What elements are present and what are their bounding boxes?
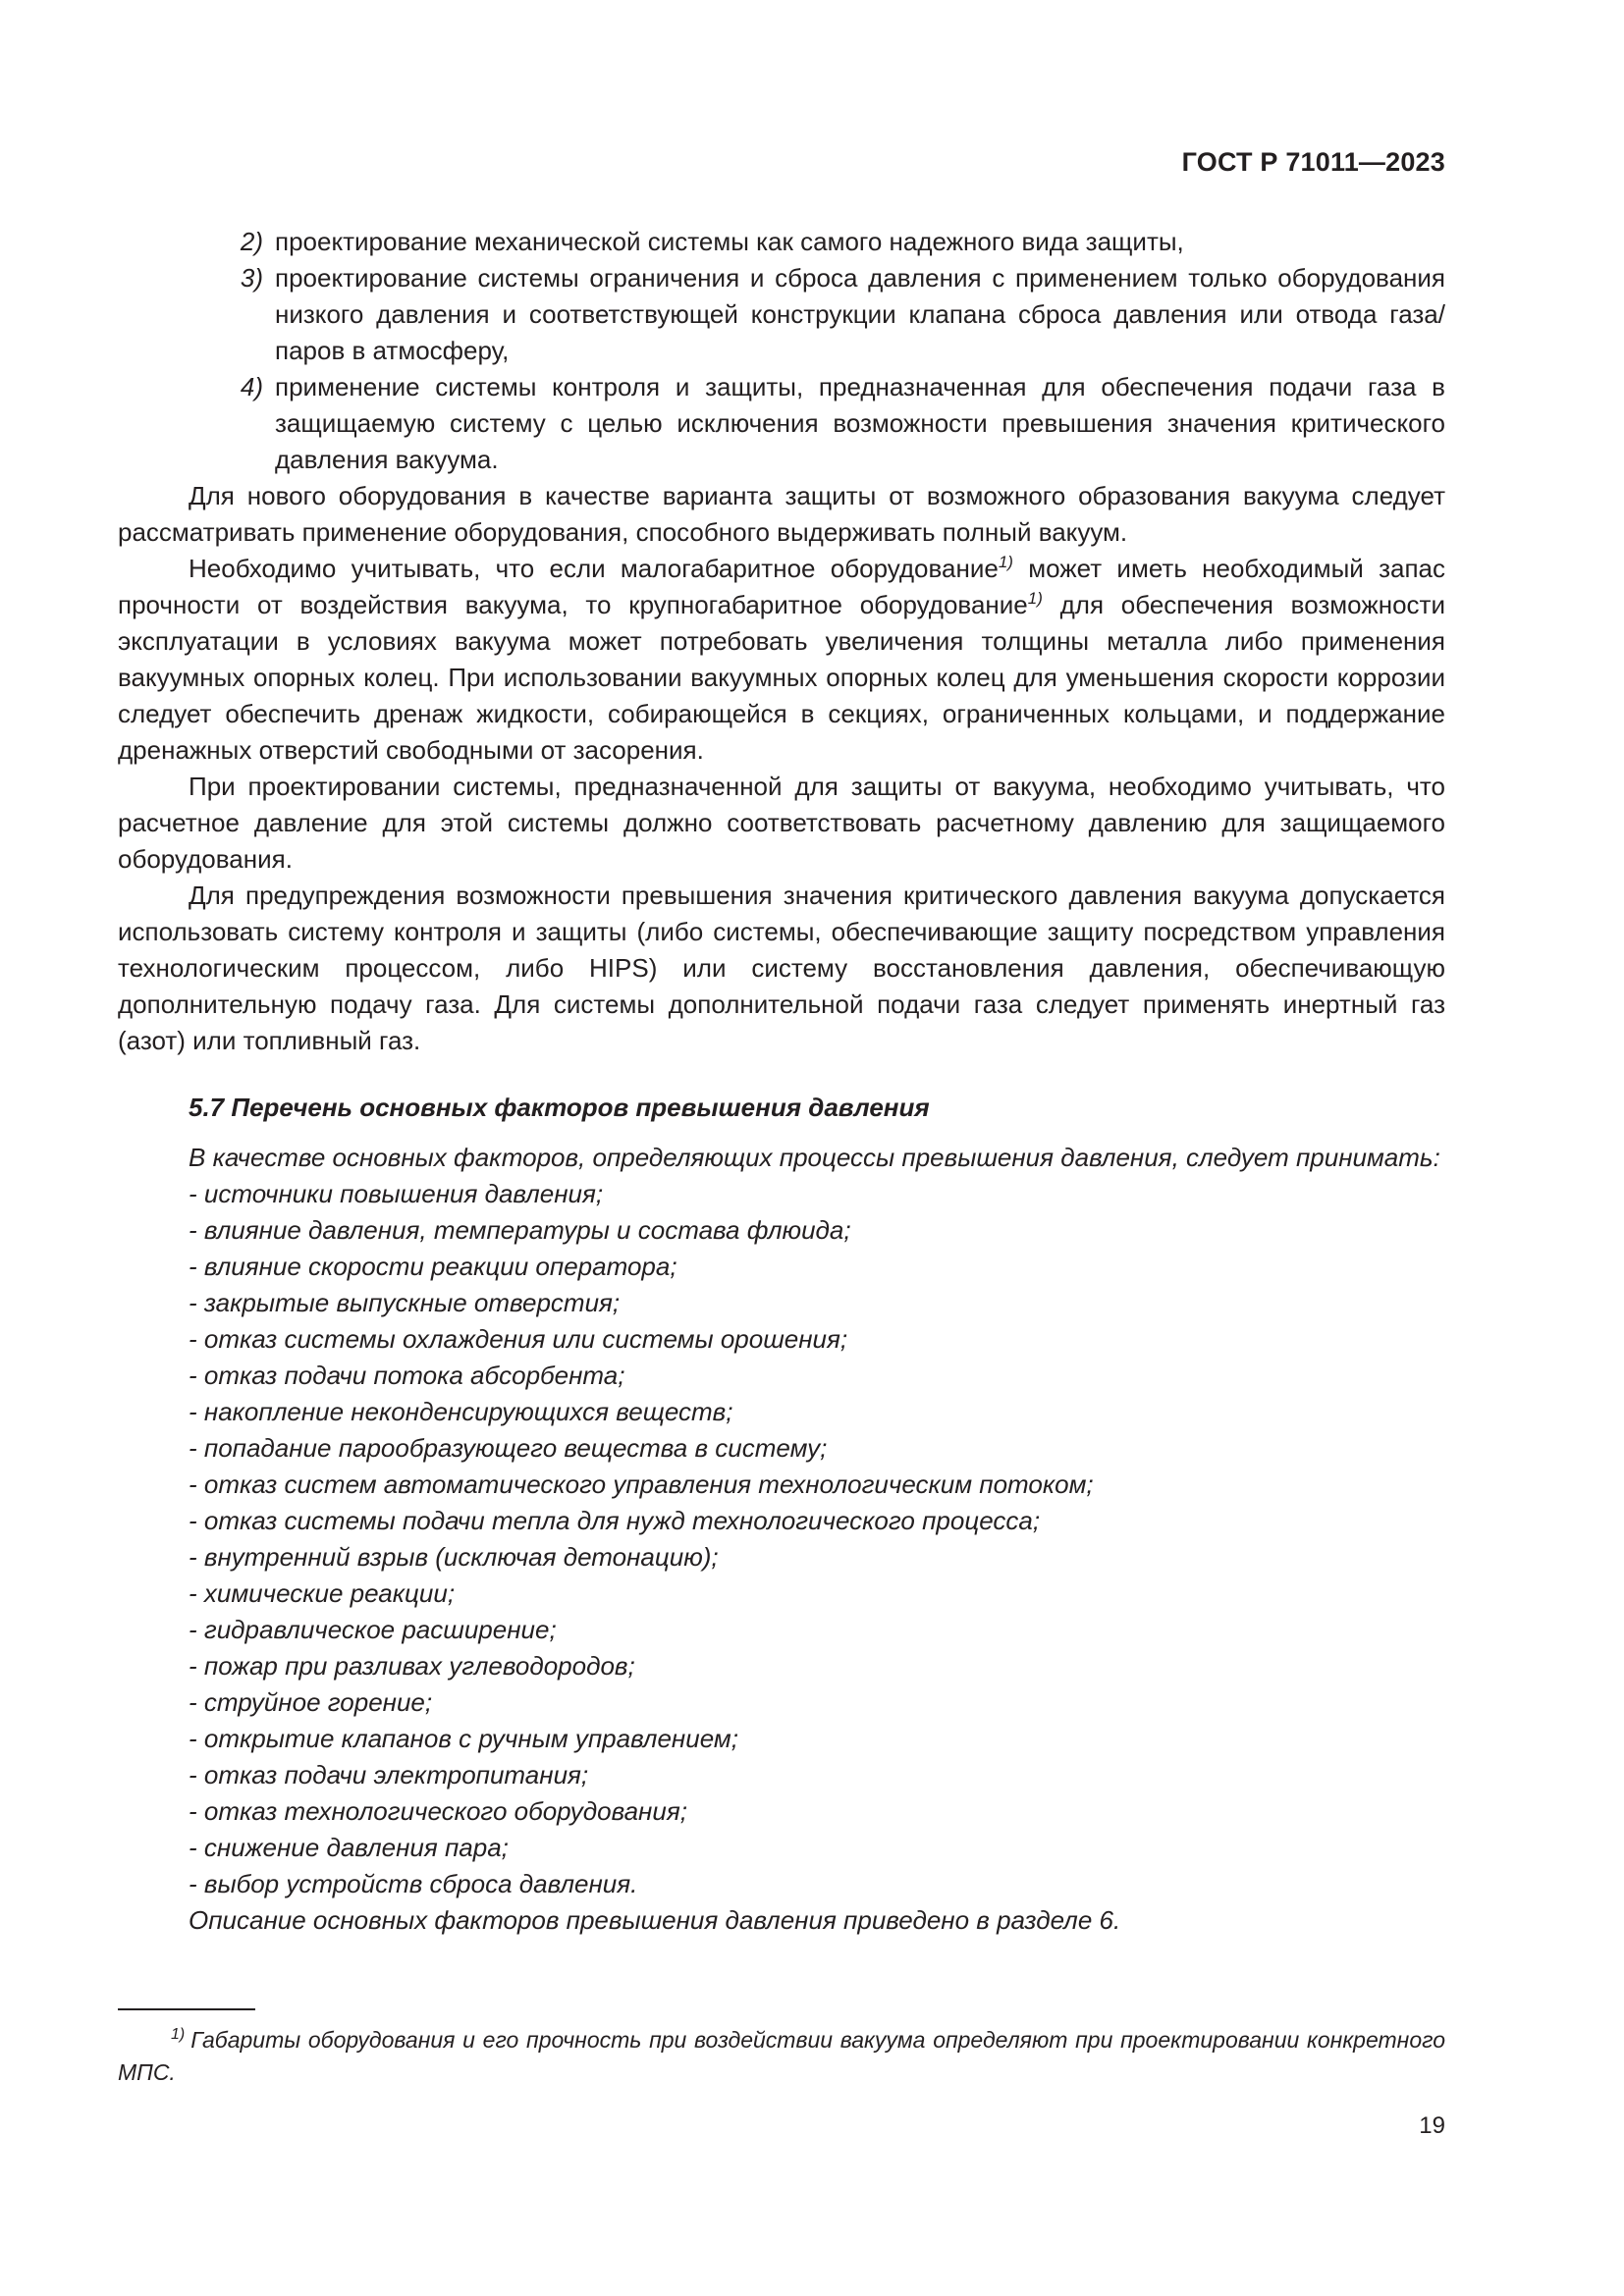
list-item: - отказ подачи электропитания; bbox=[189, 1760, 589, 1789]
list-item: - отказ системы подачи тепла для нужд технологического процесса; bbox=[189, 1506, 1041, 1535]
list-item: - внутренний взрыв (исключая детонацию); bbox=[189, 1542, 719, 1572]
list-item: - влияние давления, температуры и состава флюида; bbox=[189, 1215, 851, 1245]
list-item: - пожар при разливах углеводородов; bbox=[189, 1651, 635, 1681]
footnote-text: Габариты оборудования и его прочность при воздействии вакуума определяют при проектировании конкретного МПС. bbox=[118, 2027, 1445, 2085]
list-item: - открытие клапанов с ручным управлением; bbox=[189, 1724, 738, 1753]
footnote-separator bbox=[118, 2008, 255, 2010]
list-item: - химические реакции; bbox=[189, 1578, 456, 1608]
paragraph-new-equipment: Для нового оборудования в качестве варианта защиты от возможного образования вакуума следует рассматривать применение оборудования, способного выдерживать полный вакуум. bbox=[118, 481, 1445, 547]
paragraph-vacuum-prevention: Для предупреждения возможности превышения значения критического давления вакуума допускается использовать систему контроля и защиты (либо системы, обеспечивающие защиту посредством управления технологическим процессом, либо HIPS) или систему восстановления давления, обеспечивающую дополнительную подачу газа. Для системы дополнительной подачи газа следует применять инертный газ (азот) или топливный газ. bbox=[118, 881, 1445, 1055]
item-number: 2) bbox=[240, 227, 263, 256]
document-id-header: ГОСТ Р 71011—2023 bbox=[1181, 147, 1445, 177]
paragraph-design-pressure: При проектировании системы, предназначенной для защиты от вакуума, необходимо учитывать, что расчетное давление для этой системы должно соответствовать расчетному давлению для защищаемого оборудования. bbox=[118, 772, 1445, 874]
list-item: - отказ подачи потока абсорбента; bbox=[189, 1361, 625, 1390]
section-closing: Описание основных факторов превышения давления приведено в разделе 6. bbox=[189, 1905, 1121, 1935]
section-intro: В качестве основных факторов, определяющих процессы превышения давления, следует принимать: bbox=[189, 1143, 1440, 1172]
paragraph-text: для обеспечения возможности эксплуатации в условиях вакуума может потребовать увеличения толщины металла либо применения вакуумных опорных колец. При использовании вакуумных опорных колец для уменьшения скорости коррозии следует обеспечить дренаж жидкости, собирающейся в секциях, ограниченных кольцами, и поддержание дренажных отверстий свободными от засорения. bbox=[118, 590, 1445, 765]
main-content bbox=[118, 224, 1445, 1939]
item-text: применение системы контроля и защиты, предназначенная для обеспечения подачи газа в защищаемую систему с целью исключения возможности превышения значения критического давления вакуума. bbox=[275, 372, 1445, 474]
item-number: 3) bbox=[240, 263, 263, 293]
list-item: - гидравлическое расширение; bbox=[189, 1615, 557, 1644]
list-item: - струйное горение; bbox=[189, 1687, 433, 1717]
list-item: - попадание парообразующего вещества в систему; bbox=[189, 1433, 828, 1463]
paragraph-text: может иметь необходимый запас прочности от воздействия вакуума, то крупногабаритное оборудование bbox=[118, 554, 1446, 619]
factor-list bbox=[118, 1176, 1445, 1902]
item-text: проектирование системы ограничения и сброса давления с применением только оборудования низкого давления и соответствующей конструкции клапана сброса давления или отвода газа/паров в атмосферу, bbox=[275, 263, 1445, 365]
footnote-mark: 1) bbox=[171, 2026, 186, 2043]
item-number: 4) bbox=[240, 372, 263, 401]
footnote bbox=[118, 2024, 1445, 2089]
list-item: - отказ систем автоматического управления технологическим потоком; bbox=[189, 1469, 1094, 1499]
list-item: - закрытые выпускные отверстия; bbox=[189, 1288, 621, 1317]
numbered-item bbox=[224, 369, 1445, 478]
paragraph-equipment-size bbox=[118, 551, 1445, 769]
page-number: 19 bbox=[1419, 2112, 1445, 2139]
item-text: проектирование механической системы как самого надежного вида защиты, bbox=[275, 227, 1184, 256]
list-item: - влияние скорости реакции оператора; bbox=[189, 1252, 677, 1281]
numbered-item bbox=[224, 224, 1445, 260]
list-item: - снижение давления пара; bbox=[189, 1833, 509, 1862]
section-heading: 5.7 Перечень основных факторов превышения давления bbox=[189, 1093, 930, 1122]
paragraph-text: Необходимо учитывать, что если малогабаритное оборудование bbox=[189, 554, 999, 583]
list-item: - источники повышения давления; bbox=[189, 1179, 604, 1208]
numbered-item bbox=[224, 260, 1445, 369]
footnote-reference[interactable]: 1) bbox=[1027, 589, 1043, 608]
list-item: - накопление неконденсирующихся веществ; bbox=[189, 1397, 733, 1426]
list-item: - выбор устройств сброса давления. bbox=[189, 1869, 638, 1898]
list-item: - отказ системы охлаждения или системы орошения; bbox=[189, 1324, 848, 1354]
footnote-reference[interactable]: 1) bbox=[998, 553, 1013, 571]
list-item: - отказ технологического оборудования; bbox=[189, 1796, 687, 1826]
